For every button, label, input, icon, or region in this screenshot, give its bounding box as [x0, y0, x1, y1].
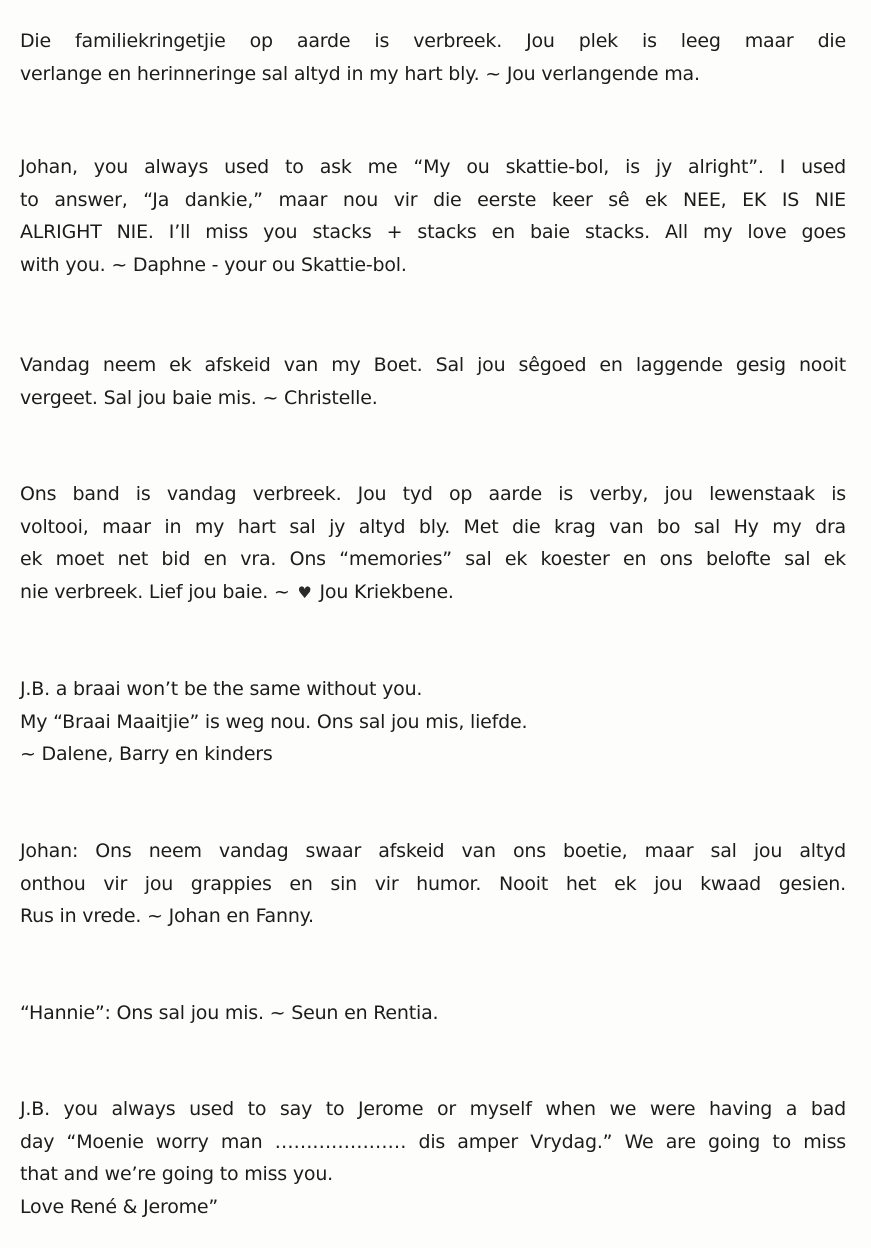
message-seun-rentia	[20, 997, 846, 1030]
text-segment: Jou Kriekbene.	[319, 580, 454, 603]
message-daphne	[20, 151, 846, 281]
message-kriekbene	[20, 478, 846, 609]
text-line: Rus in vrede. ~ Johan en Fanny.	[20, 905, 314, 927]
text-segment: nie verbreek. Lief jou baie. ~	[20, 580, 290, 603]
text-line: voltooi, maar in my hart sal jy altyd bly. Met die krag van bo sal Hy my dra	[20, 515, 846, 538]
text-line: Die familiekringetjie op aarde is verbreek. Jou plek is leeg maar die	[20, 30, 846, 52]
text-line: with you. ~ Daphne - your ou Skattie-bol.	[20, 253, 407, 276]
text-line	[20, 576, 846, 610]
text-line: Vandag neem ek afskeid van my Boet. Sal jou sêgoed en laggende gesig nooit	[20, 354, 846, 376]
text-line: onthou vir jou grappies en sin vir humor. Nooit het ek jou kwaad gesien.	[20, 872, 846, 895]
text-line: vergeet. Sal jou baie mis. ~ Christelle.	[20, 386, 378, 409]
text-line: ek moet net bid en vra. Ons “memories” sal ek koester en ons belofte sal ek	[20, 548, 846, 570]
text-line: to answer, “Ja dankie,” maar nou vir die eerste keer sê ek NEE, EK IS NIE	[20, 188, 846, 211]
text-line: Ons band is vandag verbreek. Jou tyd op aarde is verby, jou lewenstaak is	[20, 483, 846, 505]
text-line: ~ Dalene, Barry en kinders	[20, 743, 273, 765]
message-ma	[20, 25, 846, 90]
heart-icon: ♥	[297, 582, 312, 602]
text-line: verlange en herinneringe sal altyd in my hart bly. ~ Jou verlangende ma.	[20, 62, 700, 85]
text-line: ALRIGHT NIE. I’ll miss you stacks + stacks en baie stacks. All my love goes	[20, 221, 846, 243]
text-line: My “Braai Maaitjie” is weg nou. Ons sal jou mis, liefde.	[20, 710, 528, 733]
message-rene-jerome	[20, 1093, 846, 1223]
message-christelle	[20, 349, 846, 414]
message-johan-fanny	[20, 835, 846, 933]
text-line: J.B. you always used to say to Jerome or myself when we were having a bad	[20, 1098, 846, 1120]
text-line: Love René & Jerome”	[20, 1195, 219, 1218]
text-line: Johan, you always used to ask me “My ou skattie-bol, is jy alright”. I used	[20, 156, 846, 178]
message-dalene	[20, 673, 846, 771]
text-line: J.B. a braai won’t be the same without you.	[20, 678, 423, 700]
text-line: Johan: Ons neem vandag swaar afskeid van ons boetie, maar sal jou altyd	[20, 840, 846, 862]
text-line: day “Moenie worry man ………………… dis amper Vrydag.” We are going to miss	[20, 1130, 846, 1153]
text-line: that and we’re going to miss you.	[20, 1163, 333, 1185]
text-line: “Hannie”: Ons sal jou mis. ~ Seun en Rentia.	[20, 1002, 439, 1024]
